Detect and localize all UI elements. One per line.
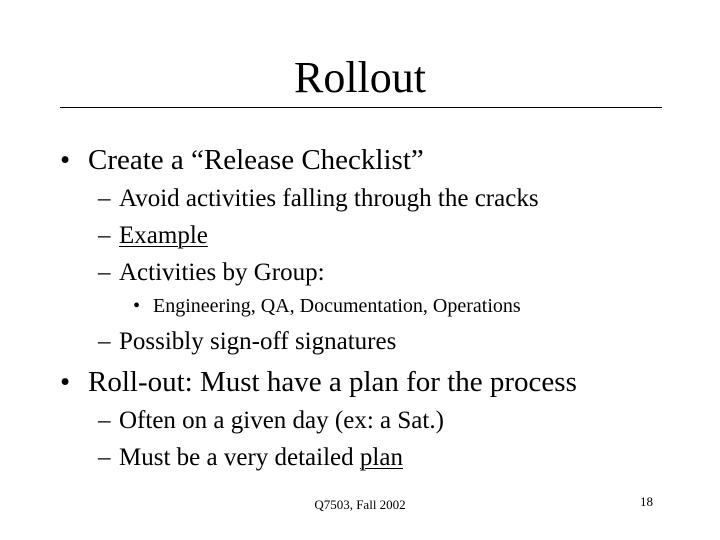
dash-marker: – bbox=[98, 222, 111, 249]
sub-bullet-sign-off bbox=[98, 327, 396, 357]
slide-title: Rollout bbox=[293, 53, 427, 102]
bullet-text: Roll-out: Must have a plan for the process bbox=[88, 366, 577, 398]
bullet-text: Create a “Release Checklist” bbox=[88, 144, 424, 176]
title-divider bbox=[60, 107, 662, 108]
sub-bullet-example bbox=[98, 221, 208, 251]
page-number: 18 bbox=[640, 494, 653, 509]
sub-bullet-often-on-day bbox=[98, 406, 444, 436]
sub-bullet-text: Activities by Group: bbox=[119, 259, 325, 286]
sub-bullet-text: Avoid activities falling through the cracks bbox=[119, 185, 539, 212]
sub-bullet-text: Must be a very detailed bbox=[119, 444, 360, 471]
sub-bullet-avoid-activities bbox=[98, 184, 539, 214]
dash-marker: – bbox=[98, 444, 111, 471]
bullet-marker: • bbox=[60, 366, 71, 398]
sub-bullet-detailed-plan bbox=[98, 443, 403, 473]
dash-marker: – bbox=[98, 259, 111, 286]
slide-footer: Q7503, Fall 2002 bbox=[314, 497, 406, 512]
bullet-roll-out bbox=[60, 365, 577, 399]
sub-bullet-text: Possibly sign-off signatures bbox=[119, 328, 397, 355]
bullet-marker: • bbox=[60, 144, 71, 176]
bullet-marker: • bbox=[133, 295, 141, 317]
sub-sub-bullet-text: Engineering, QA, Documentation, Operations bbox=[153, 295, 521, 317]
sub-bullet-text: Often on a given day (ex: a Sat.) bbox=[119, 407, 444, 434]
dash-marker: – bbox=[98, 407, 111, 434]
sub-sub-bullet-groups bbox=[133, 294, 521, 318]
bullet-create-checklist bbox=[60, 143, 424, 177]
sub-bullet-activities-by-group bbox=[98, 258, 325, 288]
example-link[interactable]: Example bbox=[119, 222, 208, 249]
plan-link[interactable]: plan bbox=[359, 444, 403, 471]
dash-marker: – bbox=[98, 185, 111, 212]
dash-marker: – bbox=[98, 328, 111, 355]
